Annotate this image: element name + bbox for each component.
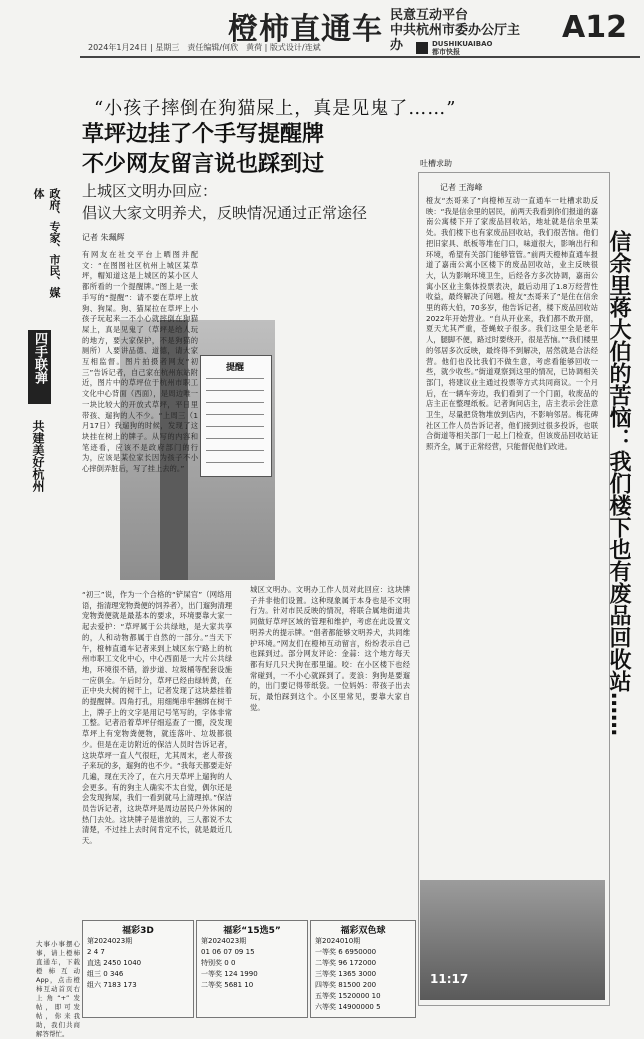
sign-handwriting-line [206, 438, 264, 439]
lottery-3d-number: 4 [93, 948, 99, 956]
lottery-3d-numbers [87, 948, 189, 956]
newspaper-logo-text [432, 40, 493, 56]
table-row [315, 1002, 411, 1012]
lottery-ssq [310, 920, 416, 1018]
lottery-15x5-title: 福彩“15选5” [223, 926, 281, 936]
row-prize: 172000 [349, 959, 377, 967]
row-count: 0 [103, 970, 108, 978]
table-row [87, 958, 189, 968]
row-prize: 346 [109, 970, 124, 978]
lottery-3d [82, 920, 194, 1018]
row-type: 二等奖 [201, 981, 222, 989]
row-count: 2450 [103, 959, 122, 967]
masthead-subtitle-line-2: 中共杭州市委办公厅主办 [390, 23, 521, 53]
lottery-3d-number: 7 [100, 948, 105, 956]
row-type: 三等奖 [315, 970, 336, 978]
row-prize: 200 [362, 981, 377, 989]
table-row [315, 969, 411, 979]
row-type: 组六 [87, 981, 101, 989]
row-count: 5681 [224, 981, 243, 989]
row-type: 特别奖 [201, 959, 222, 967]
table-row [201, 958, 303, 968]
lottery-15x5-number: 06 [212, 948, 222, 956]
sign-handwriting-line [206, 450, 264, 451]
lottery-3d-number: 2 [87, 948, 92, 956]
row-count: 0 [224, 959, 229, 967]
row-count: 7183 [103, 981, 122, 989]
table-row [87, 980, 189, 990]
right-article-byline: 记者 王海峰 [440, 183, 483, 192]
row-type: 直选 [87, 959, 101, 967]
page-number: A12 [562, 10, 627, 45]
lottery-ssq-title: 福彩双色球 [340, 926, 386, 936]
lottery-15x5 [196, 920, 308, 1018]
photo-timestamp: 11:17 [430, 972, 469, 986]
lottery-15x5-number: 07 [223, 948, 233, 956]
lottery-15x5-numbers [201, 948, 303, 956]
row-type: 五等奖 [315, 992, 336, 1000]
table-row [201, 969, 303, 979]
row-count: 81500 [338, 981, 361, 989]
row-type: 一等奖 [315, 948, 336, 956]
article-column-1-top: 有网友在社交平台上晒图并配文：“在图图社区杭州上城区某草坪，帽知道这是上城区的某小区人都所看的一个提醒牌。”图上是一张手写的“提醒”：请不要在草坪上放狗、狗屎。狗、猫屎拉在草坪上小孩子玩起来一不小心就摔倒在狗猫屎上，真是见鬼了（草坪是给人玩的地方，要大家保护，不是狗猫的厕所）人要讲品德、道德，请大家互相监督。图片拍摄者网友“初三”告诉记者，自己家在杭州东站附近，图片中的草坪位于杭州市职工文化中心背面（西面），是周边唯一一块比较大的开放式草坪，平日里带孩、遛狗的人不少。“上周三（1月17日）我遛狗的时候，发现了这块挂在树上的牌子。从写的内容和笔迹看，应该不是政府部门的行为，应该是某位家长因为孩子不小心摔倒弄脏后，写了挂上去的。” [82, 250, 198, 474]
table-row [315, 980, 411, 990]
sign-handwriting-line [206, 426, 264, 427]
sign-handwriting-line [206, 462, 264, 463]
lottery-15x5-issue: 第2024023期 [201, 937, 247, 945]
row-prize: 10 [244, 981, 254, 989]
kicker-1: 政府、专家、市民、媒体 [32, 188, 61, 298]
kicker-group [30, 188, 62, 308]
row-type: 二等奖 [315, 959, 336, 967]
row-type: 组三 [87, 970, 101, 978]
article-subhead [82, 180, 367, 224]
masthead-subtitle-line-1: 民意互动平台 [390, 8, 469, 23]
lottery-3d-title: 福彩3D [122, 926, 154, 936]
row-count: 1365 [338, 970, 357, 978]
sign-handwriting-line [206, 414, 264, 415]
row-prize: 3000 [358, 970, 377, 978]
table-row [87, 969, 189, 979]
table-row [315, 958, 411, 968]
table-row [315, 947, 411, 957]
row-prize: 1040 [123, 959, 142, 967]
lottery-15x5-number: 09 [234, 948, 244, 956]
kicker-2: 四手联弹 [28, 330, 51, 404]
sign-handwriting-line [206, 378, 264, 379]
headline-line-2: 不少网友留言说也踩到过 [82, 152, 325, 177]
row-type: 四等奖 [315, 981, 336, 989]
row-count: 14900000 [338, 1003, 374, 1011]
article-quote: “小孩子摔倒在狗猫屎上，真是见鬼了……” [94, 98, 457, 119]
article-headline [82, 120, 324, 180]
table-row [201, 980, 303, 990]
logo-cn: 都市快报 [432, 48, 460, 56]
sign-handwriting-line [206, 402, 264, 403]
table-row [315, 991, 411, 1001]
row-prize: 173 [123, 981, 137, 989]
masthead-title: 橙柿直通车 [228, 12, 383, 47]
subhead-line-1: 上城区文明办回应： [82, 182, 218, 200]
row-count: 96 [338, 959, 348, 967]
row-prize: 0 [230, 959, 236, 967]
right-article-text: 橙友“杰哥来了”向橙柿互动一直通车一吐槽求助反映：“我是信余里的居民，前两天我看到你们报道的嘉南公寓楼下开了家废品回收站，地址就是信余里某处。我们楼下也有家废品回收站，我们很苦恼。他们把旧家具、纸板等堆在门口，味道很大，影响出行和环境，希望有关部门能够管管。”前两天橙柿直通车报道了嘉南公寓小区楼下的废品回收站，业主反映很大，认为影响环境卫生，后经各方多次协调，嘉南公寓小区业主集体投票表决，最后动用了1.8万经营性收益，最终解决了问题。橙友“杰哥来了”是住在信余里的蒋大伯，70多岁，他告诉记者，楼下废品回收站2022年开始营业。“自从开业来，我们都不敢开窗，夏天尤其严重，苍蝇蚊子很多。我们这里全是老年人，腿脚不便，路过时要绕开，很是苦恼。”“我们楼里的邻居多次反映，最终得不到解决，居然就是合法经营。他们也没比我们不做生意，考虑看能够回收一些，就少收些。”街道观察到这里的情况，已协调相关部门，将建议业主通过投票等方式共同商议。一个月后，在一辆车旁边，我们看到了一个门面，收废品的店主正在整理纸板。记者询问店主，店主表示会注意卫生，尽量把货物堆放到店内，不影响邻居。梅花碑社区工作人员告诉记者，他们接到过很多投诉，也联合街道等相关部门一起上门检查，但该废品回收站证照齐全，属于正常经营，只能督促他们改进。 [426, 196, 598, 452]
row-count: 124 [224, 970, 238, 978]
right-article-title: 信余里蒋大伯的苦恼：我们楼下也有废品回收站…… [606, 230, 631, 736]
lottery-15x5-number: 01 [201, 948, 210, 956]
headline-line-1: 草坪边挂了个手写提醒牌 [82, 122, 325, 147]
reminder-sign [200, 355, 272, 477]
row-type: 一等奖 [201, 970, 222, 978]
article-byline: 记者 朱珮辉 [82, 233, 125, 242]
kicker-3: 共建美好杭州 [31, 420, 45, 492]
row-prize: 1990 [239, 970, 258, 978]
row-prize: 6950000 [344, 948, 377, 956]
side-note: 大事小事摆心事，请上橙柿直通车，下载橙柿互动App，点击橙柿互动首页右上角“+”发帖，即可发帖，你来我助，我们共商解答帮忙。 [36, 940, 80, 1038]
lottery-15x5-number: 15 [245, 948, 255, 956]
logo-en: DUSHIKUAIBAO [432, 40, 493, 48]
subhead-line-2: 倡议大家文明养犬，反映情况通过正常途径 [82, 204, 368, 222]
row-prize: 10 [371, 992, 381, 1000]
masthead-rule [80, 56, 640, 58]
row-count: 6 [338, 948, 343, 956]
lottery-ssq-issue: 第2024010期 [315, 937, 361, 945]
row-prize: 5 [376, 1003, 381, 1011]
date-editor-info: 2024年1月24日 | 星期三 责任编辑/何欣 黄荷 | 版式设计/连斌 [88, 43, 321, 52]
row-count: 1520000 [338, 992, 370, 1000]
right-section-tag: 吐槽求助 [420, 159, 452, 168]
article-column-2: “初三”说，作为一个合格的“铲屎官”（网络用语，指清理宠物粪便的饲养者），出门遛狗清理宠物粪便就是最基本的要求，环境要靠大家一起去爱护：“草坪属于公共绿地，是大家共享的，人和动物都属于自然的一部分。”当天下午，橙柿直通车记者来到上城区东宁路上的杭州市职工文化中心，中心西面是一大片公共绿地，环境很不错，游步道、垃圾桶等配套设施一应俱全。午后时分，草坪已经由绿转黄，在正中央大树的树干上，记者发现了这块悬挂着的提醒牌。四角打孔，用细绳串牢捆绑在树干上，牌子上的文字是用记号笔写的，字体非常工整。记者沿着草坪仔细巡查了一圈，没发现草坪上有宠物粪便物，就连落叶、垃圾都很少。但是在走访附近的保洁人员时告诉记者，这块草坪一直人气很旺，尤其周末，老人带孩子来玩的多，遛狗的也不少。“我每天都要走好几遍，现在天冷了，在六月天草坪上遛狗的人会更多。有的狗主人确实不太自觉，偶尔还是会发现狗屎，我们一看到就马上清理掉。”保洁员告诉记者，这块草坪是周边居民户外休闲的热门去处。这块牌子是谁放的，三人都说不太清楚，不过挂上去时间肯定不长，就是最近几天。 [82, 590, 232, 846]
lottery-3d-issue: 第2024023期 [87, 937, 133, 945]
row-type: 六等奖 [315, 1003, 336, 1011]
article-column-3: 城区文明办。文明办工作人员对此回应：这块牌子并非他们设置。这种现象属于本身也是不文明行为。针对市民反映的情况，将联合属地街道共同做好草坪区域的管理和维护，考虑在此设置文明养犬的提示牌。“倡者都能够文明养犬，共同维护环境。”网友们在橙柿互动留言，纷纷表示自己也踩到过。部分网友评论：金蒜：这个地方每天都有好几只犬狗在那里遛。咬：在小区楼下也经常碰到，一不小心就踩到了。麦浪：狗狗是要遛的，出门要记得带纸袋。一位妈妈：带孩子出去玩，最怕踩到这个。小区里常见，要靠大家自觉。 [250, 585, 410, 712]
sign-title: 提醒 [226, 363, 245, 373]
newspaper-logo-icon [416, 42, 428, 54]
sign-handwriting-line [206, 390, 264, 391]
